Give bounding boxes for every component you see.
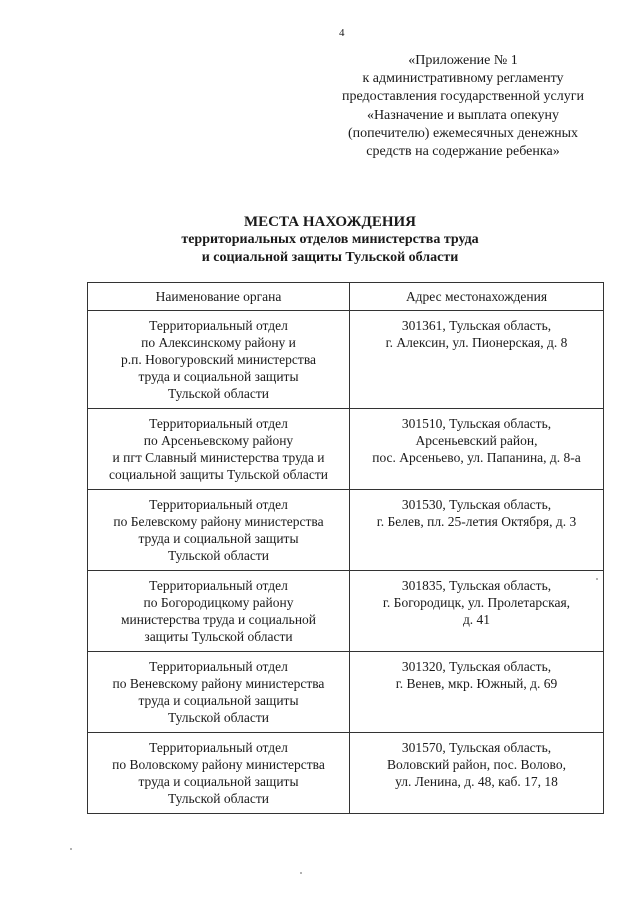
cell-line: Тульской области xyxy=(168,548,269,563)
header-name: Наименование органа xyxy=(88,283,350,311)
cell-line: пос. Арсеньево, ул. Папанина, д. 8-а xyxy=(372,450,581,465)
scan-speck xyxy=(596,578,598,580)
appendix-line: предоставления государственной услуги xyxy=(342,89,584,105)
cell-line: г. Алексин, ул. Пионерская, д. 8 xyxy=(385,335,568,350)
cell-line: Арсеньевский район, xyxy=(415,433,538,448)
appendix-line: средств на содержание ребенка» xyxy=(366,144,560,160)
table-row xyxy=(88,652,604,733)
cell-line: Тульской области xyxy=(168,386,269,401)
scan-speck xyxy=(300,872,302,874)
appendix-line: (попечителю) ежемесячных денежных xyxy=(347,125,579,141)
cell-line: Территориальный отдел xyxy=(149,659,288,674)
appendix-line: «Приложение № 1 xyxy=(408,53,518,68)
appendix-note xyxy=(318,52,608,161)
cell-line: по Веневскому району министерства xyxy=(112,676,325,691)
cell-line: ул. Ленина, д. 48, каб. 17, 18 xyxy=(395,774,558,789)
cell-line: по Арсеньевскому району xyxy=(143,433,294,448)
cell-line: по Белевскому району министерства xyxy=(113,514,324,529)
cell-line: труда и социальной защиты xyxy=(138,531,299,546)
cell-line: Территориальный отдел xyxy=(149,416,288,431)
cell-line: труда и социальной защиты xyxy=(138,774,299,789)
office-name-cell xyxy=(88,733,350,814)
cell-line: 301320, Тульская область, xyxy=(401,659,552,674)
document-title xyxy=(80,213,580,267)
cell-line: д. 41 xyxy=(462,612,491,627)
appendix-line: к административному регламенту xyxy=(362,71,564,87)
office-address-cell xyxy=(350,733,604,814)
table-row xyxy=(88,733,604,814)
title-subtitle-line: и социальной защиты Тульской области xyxy=(201,250,459,265)
office-address-cell xyxy=(350,311,604,409)
cell-line: социальной защиты Тульской области xyxy=(108,467,329,482)
cell-line: Территориальный отдел xyxy=(149,497,288,512)
cell-line: труда и социальной защиты xyxy=(138,369,299,384)
table-header-row xyxy=(88,283,604,311)
cell-line: Тульской области xyxy=(168,791,269,806)
office-address-cell xyxy=(350,409,604,490)
appendix-line: «Назначение и выплата опекуну xyxy=(366,107,560,123)
header-address: Адрес местонахождения xyxy=(350,283,604,311)
page-number: 4 xyxy=(339,27,345,39)
cell-line: защиты Тульской области xyxy=(144,629,293,644)
cell-line: 301510, Тульская область, xyxy=(401,416,552,431)
table-row xyxy=(88,571,604,652)
office-name-cell xyxy=(88,490,350,571)
office-address-cell xyxy=(350,652,604,733)
cell-line: и пгт Славный министерства труда и xyxy=(112,450,325,465)
offices-table xyxy=(87,282,604,814)
office-name-cell xyxy=(88,652,350,733)
cell-line: по Богородицкому району xyxy=(143,595,294,610)
office-address-cell xyxy=(350,571,604,652)
cell-line: 301570, Тульская область, xyxy=(401,740,552,755)
cell-line: г. Белев, пл. 25-летия Октября, д. 3 xyxy=(376,514,577,529)
cell-line: 301835, Тульская область, xyxy=(401,578,552,593)
office-name-cell xyxy=(88,571,350,652)
cell-line: по Алексинскому району и xyxy=(141,335,296,350)
office-name-cell xyxy=(88,311,350,409)
cell-line: Территориальный отдел xyxy=(149,740,288,755)
cell-line: 301530, Тульская область, xyxy=(401,497,552,512)
scan-speck xyxy=(70,848,72,850)
title-main: МЕСТА НАХОЖДЕНИЯ xyxy=(243,214,417,230)
table-row xyxy=(88,409,604,490)
cell-line: Территориальный отдел xyxy=(149,578,288,593)
cell-line: Воловский район, пос. Волово, xyxy=(387,757,566,772)
cell-line: труда и социальной защиты xyxy=(138,693,299,708)
table-row xyxy=(88,490,604,571)
cell-line: р.п. Новогуровский министерства xyxy=(120,352,317,367)
cell-line: 301361, Тульская область, xyxy=(401,318,552,333)
office-name-cell xyxy=(88,409,350,490)
cell-line: г. Венев, мкр. Южный, д. 69 xyxy=(395,676,558,691)
office-address-cell xyxy=(350,490,604,571)
cell-line: г. Богородицк, ул. Пролетарская, xyxy=(382,595,571,610)
cell-line: Тульской области xyxy=(168,710,269,725)
cell-line: министерства труда и социальной xyxy=(120,612,317,627)
title-subtitle-line: территориальных отделов министерства труда xyxy=(181,232,479,247)
table-row xyxy=(88,311,604,409)
cell-line: по Воловскому району министерства xyxy=(112,757,325,772)
cell-line: Территориальный отдел xyxy=(149,318,288,333)
